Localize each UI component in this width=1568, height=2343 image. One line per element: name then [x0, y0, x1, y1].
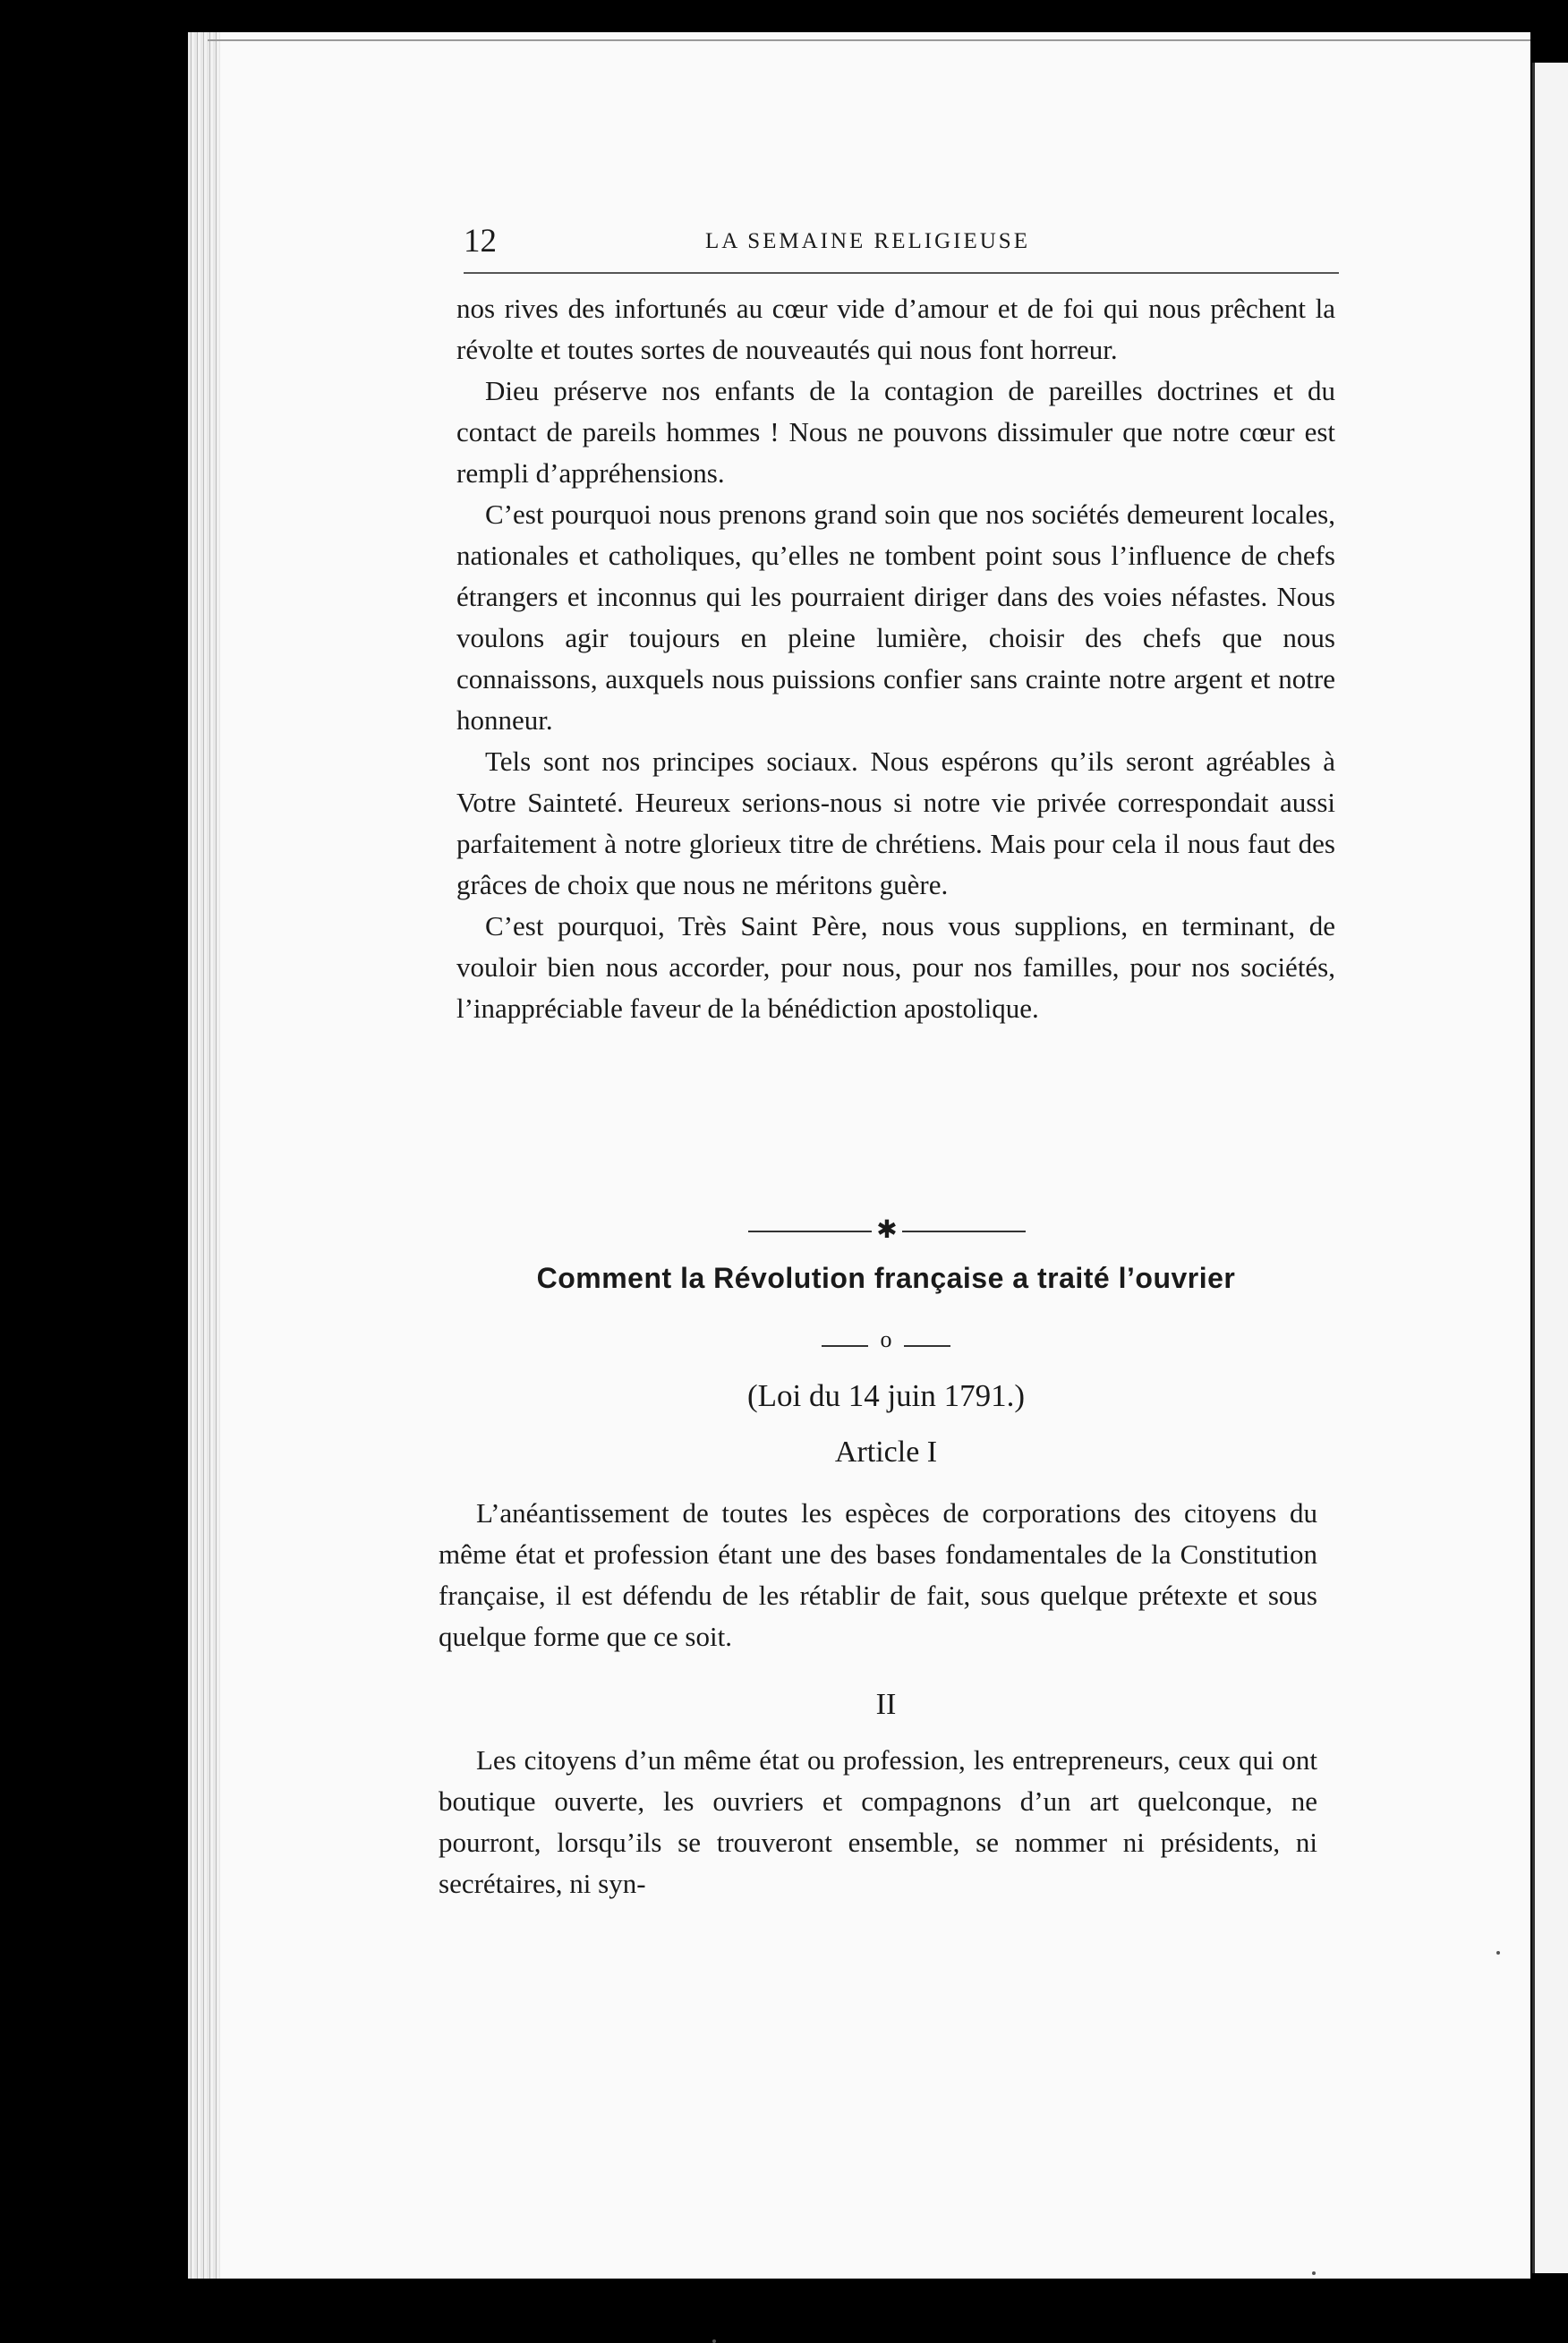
- section-title: Comment la Révolution française a traité l’ouvrier: [536, 1262, 1236, 1294]
- separator-line: [902, 1231, 1026, 1232]
- scan-speck: [1312, 2271, 1316, 2275]
- header-rule: [464, 272, 1339, 274]
- page-stack-edges: [188, 32, 220, 2279]
- paragraph: Dieu préserve nos enfants de la contagion de pareilles doctrines et du contact de pareils hommes ! Nous ne pouvons dissimuler que notre cœur est rempli d’appréhensions.: [456, 375, 1335, 489]
- facing-page-edge: [1532, 63, 1568, 2273]
- scan-speck: [1496, 1951, 1500, 1955]
- page-number: 12: [464, 223, 497, 260]
- paragraph: C’est pourquoi, Très Saint Père, nous vous supplions, en terminant, de vouloir bien nous accorder, pour nous, pour nos familles, pour nos sociétés, l’inappréciable faveur de la bénédiction apostolique.: [456, 910, 1335, 1024]
- article-heading: Article I: [834, 1436, 938, 1469]
- article-text: [439, 1740, 1317, 1904]
- scan-speck: [712, 2339, 716, 2343]
- asterisk-ornament-icon: ✱: [876, 1214, 898, 1244]
- page-top-border: [208, 39, 1530, 41]
- circle-ornament: o: [880, 1326, 892, 1352]
- circle-separator: [822, 1326, 950, 1359]
- separator-line: [822, 1345, 868, 1347]
- running-head: [464, 222, 1339, 261]
- article-paragraph: L’anéantissement de toutes les espèces de corporations des citoyens du même état et profession étant une des bases fondamentales de la Constitution française, il est défendu de les rétablir de fait, sous quelque prétexte et sous quelque forme que ce soit.: [439, 1497, 1317, 1652]
- article-heading: II: [875, 1688, 897, 1721]
- separator-line: [904, 1345, 950, 1347]
- running-title: LA SEMAINE RELIGIEUSE: [705, 229, 1030, 253]
- article-paragraph: Les citoyens d’un même état ou profession, les entrepreneurs, ceux qui ont boutique ouverte, les ouvriers et compagnons d’un art quelconque, ne pourront, lorsqu’ils se trouveront ensemble, se nommer ni présidents, ni secrétaires, ni syn-: [439, 1744, 1317, 1899]
- article-text: [439, 1493, 1317, 1657]
- law-reference: (Loi du 14 juin 1791.): [746, 1378, 1026, 1413]
- star-separator: [748, 1214, 1026, 1244]
- body-text: [456, 288, 1335, 1029]
- paragraph: C’est pourquoi nous prenons grand soin que nos sociétés demeurent locales, nationales et catholiques, qu’elles ne tombent point sous l’influence de chefs étrangers et inconnus qui les pourraient diriger dans des voies néfastes. Nous voulons agir toujours en pleine lumière, choisir des chefs que nous connaissons, auxquels nous puissions confier sans crainte notre argent et notre honneur.: [456, 498, 1335, 736]
- paragraph: Tels sont nos principes sociaux. Nous espérons qu’ils seront agréables à Votre Sainteté. Heureux serions-nous si notre vie privée correspondait aussi parfaitement à notre glorieux titre de chrétiens. Mais pour cela il nous faut des grâces de choix que nous ne méritons guère.: [456, 746, 1335, 900]
- separator-line: [748, 1231, 872, 1232]
- paragraph: nos rives des infortunés au cœur vide d’amour et de foi qui nous prêchent la révolte et toutes sortes de nouveautés qui nous font horreur.: [456, 293, 1335, 365]
